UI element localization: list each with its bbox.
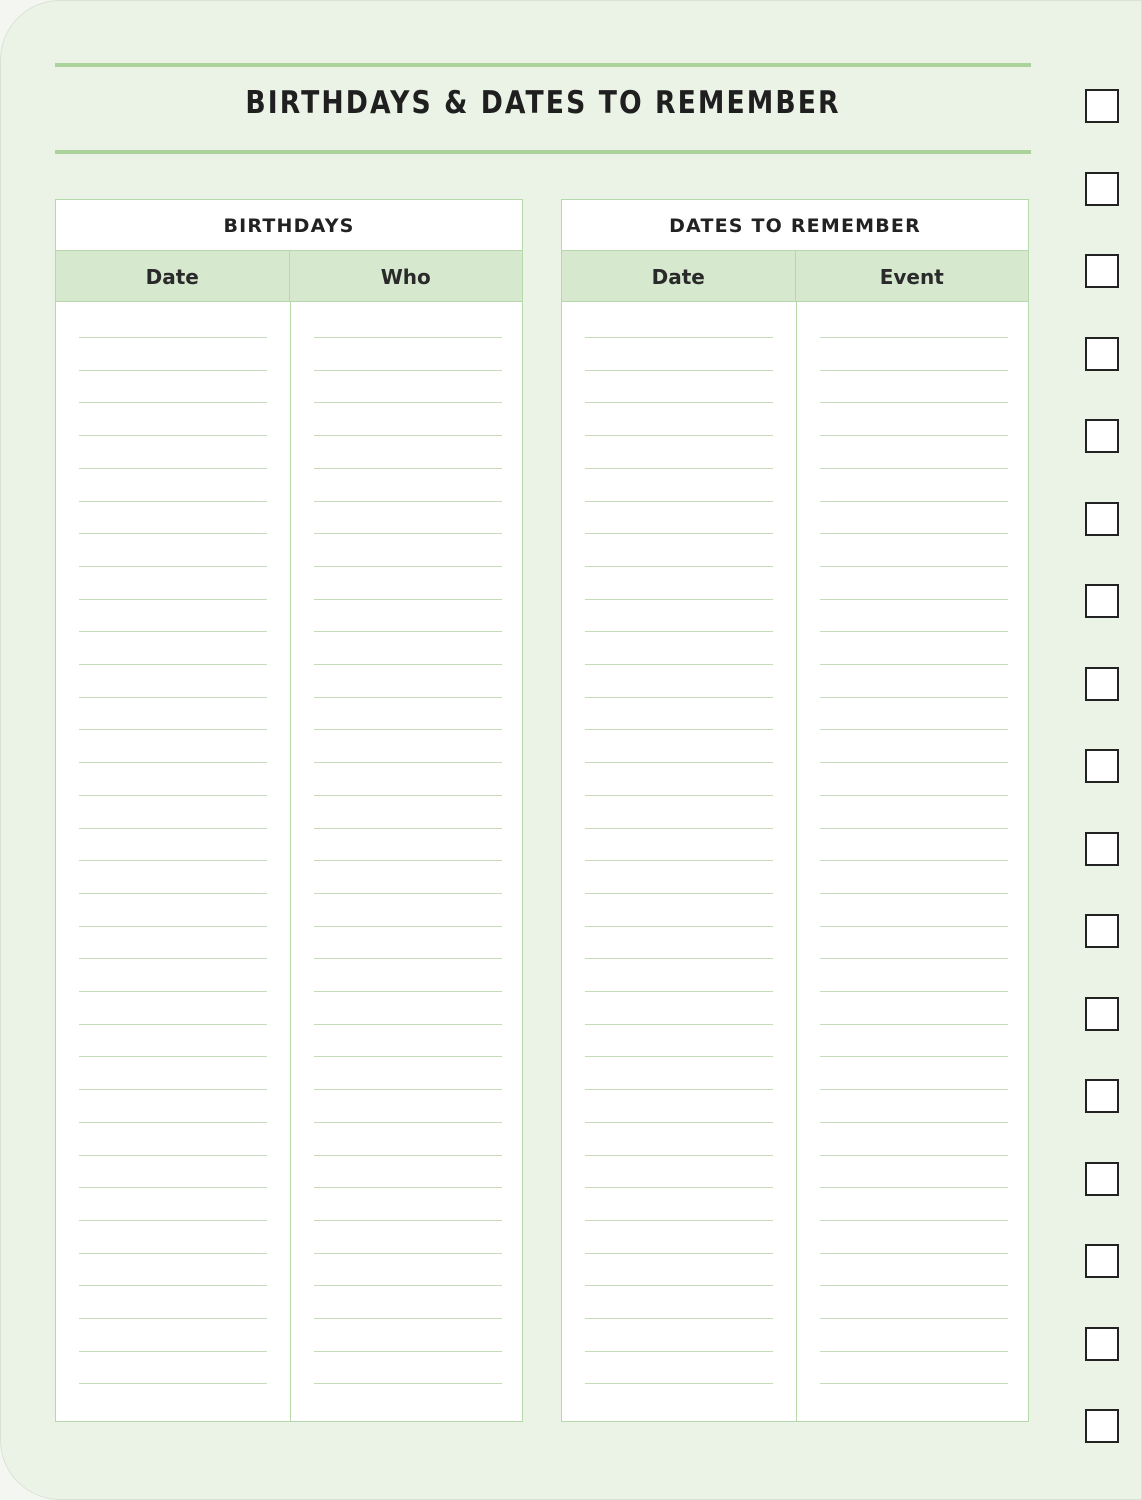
checkbox[interactable]	[1085, 914, 1119, 948]
writing-line	[314, 860, 502, 861]
writing-line	[314, 501, 502, 502]
writing-line	[314, 1318, 502, 1319]
birthdays-date-header: Date	[145, 265, 199, 289]
dates-date-header: Date	[651, 265, 705, 289]
writing-line	[585, 991, 773, 992]
writing-line	[314, 1024, 502, 1025]
writing-line	[79, 1383, 267, 1384]
writing-line	[585, 435, 773, 436]
dates-to-remember-column-header	[562, 251, 1028, 302]
writing-line	[820, 828, 1008, 829]
writing-line	[79, 370, 267, 371]
writing-line	[820, 991, 1008, 992]
writing-line	[79, 1285, 267, 1286]
writing-line	[314, 1253, 502, 1254]
writing-line	[585, 1351, 773, 1352]
writing-line	[79, 795, 267, 796]
writing-line	[79, 631, 267, 632]
writing-line	[820, 533, 1008, 534]
writing-line	[820, 926, 1008, 927]
writing-line	[314, 468, 502, 469]
writing-line	[820, 958, 1008, 959]
writing-line	[820, 893, 1008, 894]
writing-line	[79, 533, 267, 534]
writing-line	[585, 926, 773, 927]
writing-line	[314, 729, 502, 730]
writing-line	[79, 337, 267, 338]
writing-line	[820, 501, 1008, 502]
writing-line	[585, 729, 773, 730]
writing-line	[585, 501, 773, 502]
writing-line	[820, 1285, 1008, 1286]
writing-line	[79, 991, 267, 992]
writing-line	[79, 501, 267, 502]
writing-line	[820, 1056, 1008, 1057]
checkbox[interactable]	[1085, 1409, 1119, 1443]
writing-line	[79, 1089, 267, 1090]
writing-line	[585, 958, 773, 959]
writing-line	[585, 1318, 773, 1319]
writing-line	[585, 664, 773, 665]
writing-line	[314, 1122, 502, 1123]
writing-line	[314, 926, 502, 927]
writing-line	[314, 631, 502, 632]
writing-line	[585, 1285, 773, 1286]
writing-line	[585, 762, 773, 763]
writing-line	[820, 1220, 1008, 1221]
writing-line	[79, 1220, 267, 1221]
writing-line	[820, 729, 1008, 730]
writing-line	[820, 1383, 1008, 1384]
writing-line	[314, 1351, 502, 1352]
writing-line	[79, 1155, 267, 1156]
writing-line	[820, 1187, 1008, 1188]
title-rule-top	[55, 63, 1031, 67]
writing-line	[314, 991, 502, 992]
writing-line	[585, 1122, 773, 1123]
writing-line	[820, 1253, 1008, 1254]
writing-line	[314, 566, 502, 567]
writing-line	[314, 599, 502, 600]
column-divider	[796, 301, 797, 1421]
birthdays-panel	[55, 199, 523, 1422]
writing-line	[820, 566, 1008, 567]
writing-line	[820, 599, 1008, 600]
writing-line	[820, 1155, 1008, 1156]
writing-line	[314, 533, 502, 534]
birthdays-title: BIRTHDAYS	[56, 200, 522, 251]
writing-line	[314, 1155, 502, 1156]
checkbox[interactable]	[1085, 337, 1119, 371]
checkbox[interactable]	[1085, 1244, 1119, 1278]
writing-line	[820, 664, 1008, 665]
writing-line	[314, 697, 502, 698]
writing-line	[79, 697, 267, 698]
birthdays-who-header: Who	[289, 251, 523, 301]
writing-line	[314, 762, 502, 763]
writing-line	[820, 631, 1008, 632]
checkbox[interactable]	[1085, 172, 1119, 206]
dates-to-remember-panel	[561, 199, 1029, 1422]
writing-line	[79, 599, 267, 600]
writing-line	[79, 1351, 267, 1352]
writing-line	[585, 1383, 773, 1384]
writing-line	[820, 1089, 1008, 1090]
writing-line	[314, 893, 502, 894]
writing-line	[820, 860, 1008, 861]
writing-line	[314, 795, 502, 796]
writing-line	[820, 762, 1008, 763]
writing-line	[79, 1187, 267, 1188]
writing-line	[79, 893, 267, 894]
writing-line	[820, 697, 1008, 698]
writing-line	[585, 337, 773, 338]
writing-line	[79, 958, 267, 959]
column-divider	[290, 301, 291, 1421]
writing-line	[314, 1187, 502, 1188]
checkbox[interactable]	[1085, 254, 1119, 288]
writing-line	[585, 1253, 773, 1254]
writing-line	[314, 1285, 502, 1286]
writing-line	[585, 468, 773, 469]
writing-line	[314, 337, 502, 338]
dates-event-header: Event	[795, 251, 1029, 301]
writing-line	[585, 1024, 773, 1025]
writing-line	[820, 1024, 1008, 1025]
writing-line	[820, 1122, 1008, 1123]
writing-line	[585, 1155, 773, 1156]
writing-line	[585, 893, 773, 894]
checkbox[interactable]	[1085, 419, 1119, 453]
writing-line	[79, 762, 267, 763]
writing-line	[820, 402, 1008, 403]
checkbox[interactable]	[1085, 89, 1119, 123]
writing-line	[314, 828, 502, 829]
writing-line	[314, 1056, 502, 1057]
writing-line	[585, 1220, 773, 1221]
writing-line	[820, 468, 1008, 469]
writing-line	[314, 435, 502, 436]
birthdays-column-header	[56, 251, 522, 302]
writing-line	[585, 370, 773, 371]
writing-line	[314, 1383, 502, 1384]
writing-line	[585, 566, 773, 567]
writing-line	[585, 1089, 773, 1090]
writing-line	[820, 795, 1008, 796]
checkbox[interactable]	[1085, 502, 1119, 536]
writing-line	[79, 729, 267, 730]
writing-line	[314, 402, 502, 403]
checkbox[interactable]	[1085, 1162, 1119, 1196]
birthdays-writing-area[interactable]	[56, 301, 522, 1421]
writing-line	[79, 926, 267, 927]
writing-line	[314, 1089, 502, 1090]
page-title: BIRTHDAYS & DATES TO REMEMBER	[245, 85, 841, 121]
writing-line	[314, 370, 502, 371]
writing-line	[585, 1187, 773, 1188]
writing-line	[79, 828, 267, 829]
checkbox[interactable]	[1085, 832, 1119, 866]
checkbox[interactable]	[1085, 997, 1119, 1031]
writing-line	[585, 828, 773, 829]
dates-to-remember-title: DATES TO REMEMBER	[562, 200, 1028, 251]
writing-line	[585, 599, 773, 600]
checkbox[interactable]	[1085, 584, 1119, 618]
writing-line	[585, 795, 773, 796]
writing-line	[79, 435, 267, 436]
writing-line	[820, 370, 1008, 371]
writing-line	[79, 1253, 267, 1254]
writing-line	[585, 697, 773, 698]
writing-line	[79, 1024, 267, 1025]
checkbox[interactable]	[1085, 667, 1119, 701]
writing-line	[585, 860, 773, 861]
writing-line	[79, 664, 267, 665]
checkbox[interactable]	[1085, 1327, 1119, 1361]
writing-line	[820, 1318, 1008, 1319]
writing-line	[79, 860, 267, 861]
writing-line	[820, 337, 1008, 338]
writing-line	[79, 1122, 267, 1123]
writing-line	[79, 402, 267, 403]
writing-line	[820, 435, 1008, 436]
writing-line	[79, 468, 267, 469]
writing-line	[820, 1351, 1008, 1352]
writing-line	[585, 402, 773, 403]
writing-line	[585, 1056, 773, 1057]
writing-line	[79, 1318, 267, 1319]
writing-line	[314, 958, 502, 959]
title-rule-bottom	[55, 150, 1031, 154]
writing-line	[314, 1220, 502, 1221]
writing-line	[79, 566, 267, 567]
writing-line	[314, 664, 502, 665]
checkbox[interactable]	[1085, 1079, 1119, 1113]
writing-line	[585, 533, 773, 534]
writing-line	[79, 1056, 267, 1057]
checkbox[interactable]	[1085, 749, 1119, 783]
dates-to-remember-writing-area[interactable]	[562, 301, 1028, 1421]
writing-line	[585, 631, 773, 632]
